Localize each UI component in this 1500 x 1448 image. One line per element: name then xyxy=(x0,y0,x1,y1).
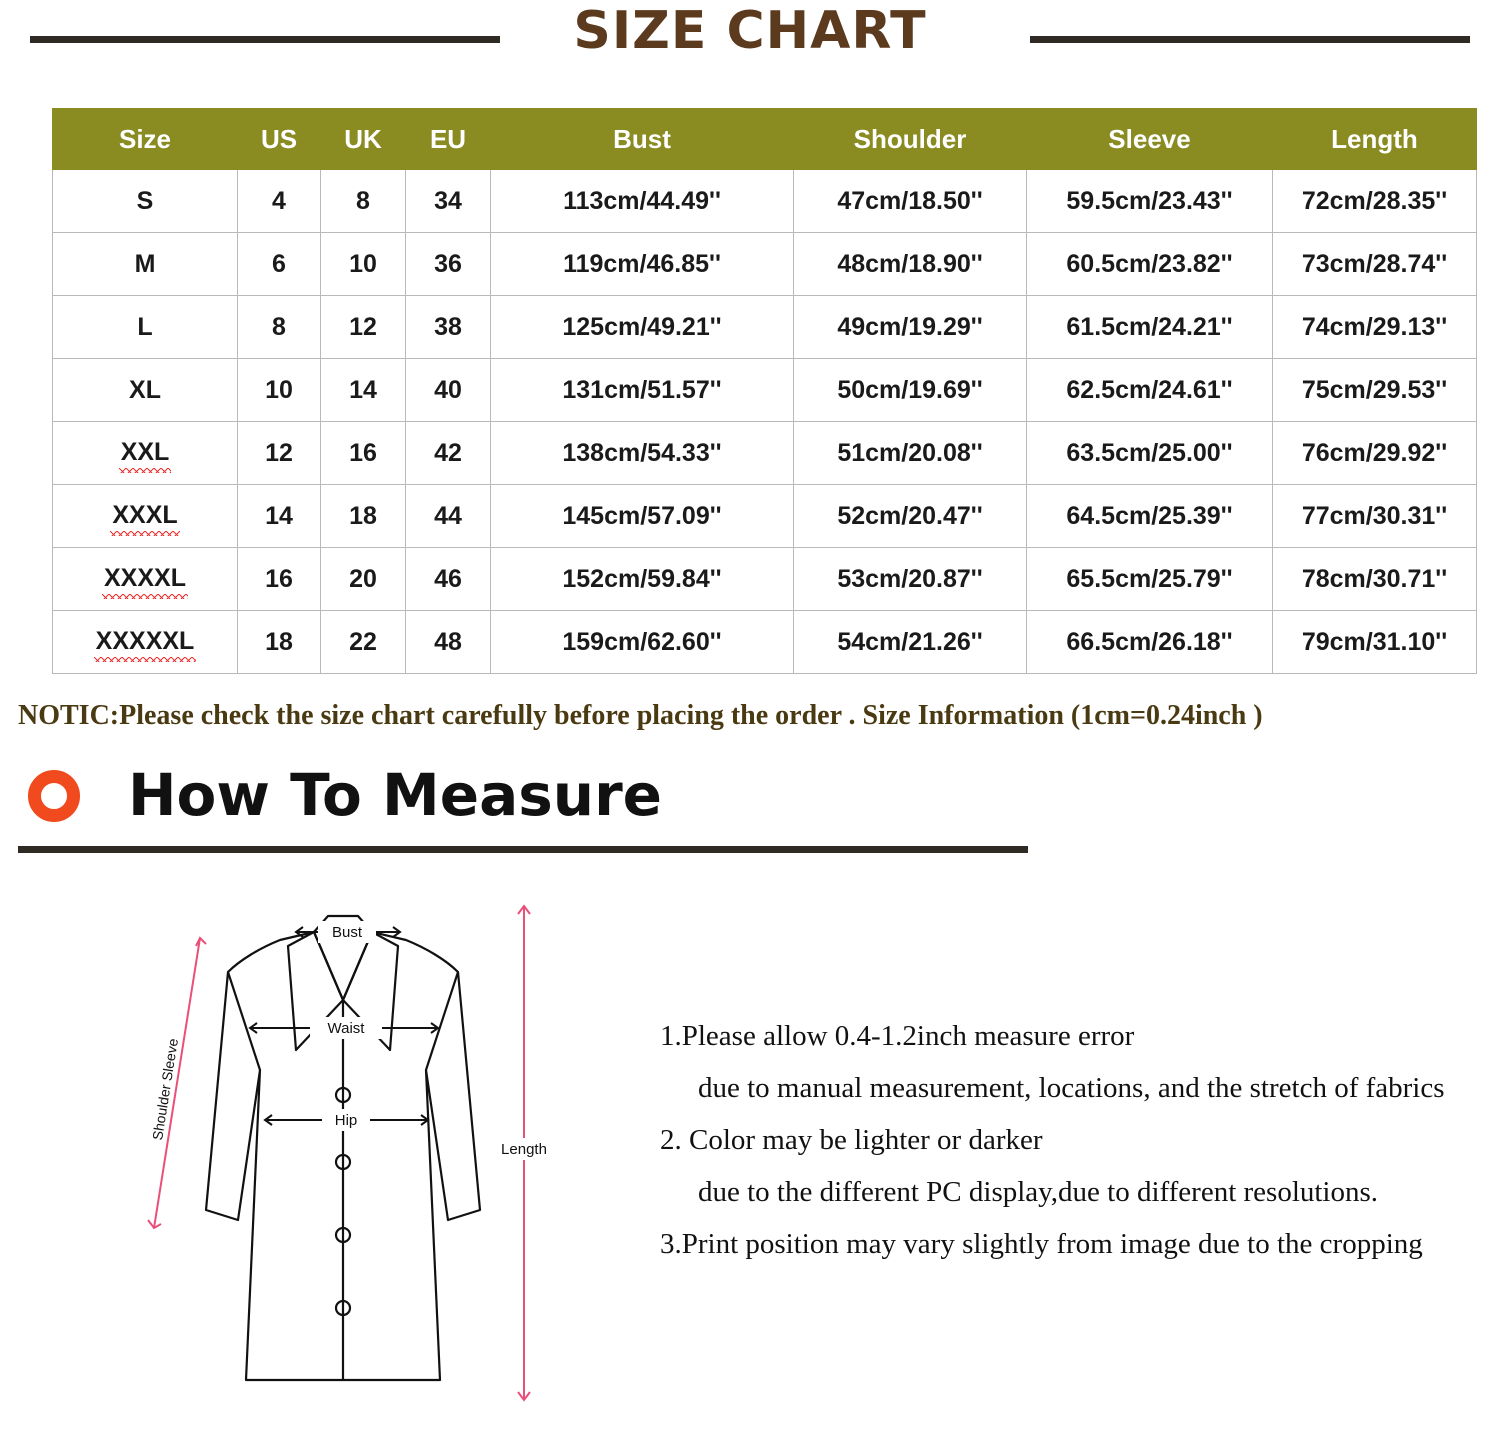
cell-bust: 159cm/62.60'' xyxy=(491,611,794,674)
cell-bust: 138cm/54.33'' xyxy=(491,422,794,485)
table-row xyxy=(53,233,1477,296)
cell-sleeve: 65.5cm/25.79'' xyxy=(1027,548,1273,611)
column-header-uk: UK xyxy=(321,109,406,170)
cell-shoulder: 47cm/18.50'' xyxy=(794,170,1027,233)
cell-us: 4 xyxy=(238,170,321,233)
column-header-us: US xyxy=(238,109,321,170)
cell-us: 12 xyxy=(238,422,321,485)
cell-bust: 113cm/44.49'' xyxy=(491,170,794,233)
measurement-notes xyxy=(660,1015,1480,1265)
size-label: XXXXXL xyxy=(96,627,195,658)
label-hip: Hip xyxy=(334,1112,358,1129)
cell-us: 18 xyxy=(238,611,321,674)
table-header-row xyxy=(53,109,1477,170)
cell-sleeve: 60.5cm/23.82'' xyxy=(1027,233,1273,296)
column-header-bust: Bust xyxy=(491,109,794,170)
cell-eu: 42 xyxy=(406,422,491,485)
cell-bust: 145cm/57.09'' xyxy=(491,485,794,548)
cell-sleeve: 64.5cm/25.39'' xyxy=(1027,485,1273,548)
table-body xyxy=(53,170,1477,674)
size-label: L xyxy=(137,312,153,341)
cell-size xyxy=(53,485,238,548)
cell-eu: 34 xyxy=(406,170,491,233)
cell-sleeve: 61.5cm/24.21'' xyxy=(1027,296,1273,359)
cell-eu: 48 xyxy=(406,611,491,674)
title-rule-right xyxy=(1030,36,1470,43)
cell-shoulder: 49cm/19.29'' xyxy=(794,296,1027,359)
column-header-eu: EU xyxy=(406,109,491,170)
cell-us: 10 xyxy=(238,359,321,422)
circle-bullet-icon xyxy=(28,770,80,822)
cell-eu: 40 xyxy=(406,359,491,422)
size-label: XXXXL xyxy=(104,564,186,595)
how-to-measure-title: How To Measure xyxy=(128,761,663,829)
note-1-detail: due to manual measurement, locations, and the stretch of fabrics xyxy=(698,1072,1445,1104)
table-row xyxy=(53,296,1477,359)
cell-shoulder: 52cm/20.47'' xyxy=(794,485,1027,548)
size-label: M xyxy=(134,249,156,278)
size-label: XL xyxy=(129,375,161,404)
size-label: S xyxy=(136,186,154,215)
cell-us: 6 xyxy=(238,233,321,296)
cell-length: 75cm/29.53'' xyxy=(1273,359,1477,422)
cell-uk: 12 xyxy=(321,296,406,359)
cell-sleeve: 59.5cm/23.43'' xyxy=(1027,170,1273,233)
table-row xyxy=(53,548,1477,611)
note-2-detail: due to the different PC display,due to different resolutions. xyxy=(698,1176,1379,1208)
cell-length: 77cm/30.31'' xyxy=(1273,485,1477,548)
size-chart-table-wrapper xyxy=(52,108,1452,674)
cell-length: 79cm/31.10'' xyxy=(1273,611,1477,674)
cell-uk: 14 xyxy=(321,359,406,422)
cell-us: 16 xyxy=(238,548,321,611)
column-header-size: Size xyxy=(53,109,238,170)
cell-size xyxy=(53,296,238,359)
cell-shoulder: 51cm/20.08'' xyxy=(794,422,1027,485)
cell-uk: 10 xyxy=(321,233,406,296)
column-header-length: Length xyxy=(1273,109,1477,170)
cell-eu: 38 xyxy=(406,296,491,359)
cell-bust: 131cm/51.57'' xyxy=(491,359,794,422)
note-2: 2. Color may be lighter or darker xyxy=(660,1124,1043,1156)
cell-uk: 18 xyxy=(321,485,406,548)
cell-uk: 8 xyxy=(321,170,406,233)
garment-diagram xyxy=(110,880,580,1420)
cell-length: 73cm/28.74'' xyxy=(1273,233,1477,296)
cell-bust: 125cm/49.21'' xyxy=(491,296,794,359)
cell-bust: 119cm/46.85'' xyxy=(491,233,794,296)
label-length: Length xyxy=(501,1141,547,1158)
cell-eu: 46 xyxy=(406,548,491,611)
cell-uk: 20 xyxy=(321,548,406,611)
cell-eu: 36 xyxy=(406,233,491,296)
notice-text: NOTIC:Please check the size chart carefully before placing the order . Size Information (1cm=0.24inch ) xyxy=(18,700,1263,731)
cell-size xyxy=(53,548,238,611)
cell-shoulder: 54cm/21.26'' xyxy=(794,611,1027,674)
cell-bust: 152cm/59.84'' xyxy=(491,548,794,611)
cell-size xyxy=(53,422,238,485)
table-row xyxy=(53,170,1477,233)
size-label: XXL xyxy=(121,438,170,469)
cell-sleeve: 63.5cm/25.00'' xyxy=(1027,422,1273,485)
cell-uk: 22 xyxy=(321,611,406,674)
column-header-shoulder: Shoulder xyxy=(794,109,1027,170)
table-header xyxy=(53,109,1477,170)
coat-measurement-svg xyxy=(110,880,580,1420)
page-title: SIZE CHART xyxy=(573,1,927,61)
column-header-sleeve: Sleeve xyxy=(1027,109,1273,170)
cell-uk: 16 xyxy=(321,422,406,485)
cell-shoulder: 53cm/20.87'' xyxy=(794,548,1027,611)
cell-size xyxy=(53,233,238,296)
size-chart-table xyxy=(52,108,1477,674)
cell-size xyxy=(53,359,238,422)
table-row xyxy=(53,359,1477,422)
cell-shoulder: 50cm/19.69'' xyxy=(794,359,1027,422)
cell-us: 8 xyxy=(238,296,321,359)
table-row xyxy=(53,422,1477,485)
cell-us: 14 xyxy=(238,485,321,548)
note-1: 1.Please allow 0.4-1.2inch measure error xyxy=(660,1020,1135,1052)
how-to-measure-header xyxy=(18,752,1038,852)
note-3: 3.Print position may vary slightly from image due to the cropping xyxy=(660,1228,1423,1260)
cell-size xyxy=(53,611,238,674)
page-title-bar xyxy=(0,0,1500,70)
cell-length: 76cm/29.92'' xyxy=(1273,422,1477,485)
table-row xyxy=(53,485,1477,548)
cell-eu: 44 xyxy=(406,485,491,548)
cell-size xyxy=(53,170,238,233)
label-shoulder-sleeve: Shoulder Sleeve xyxy=(149,1037,181,1142)
label-waist: Waist xyxy=(327,1020,365,1037)
cell-length: 72cm/28.35'' xyxy=(1273,170,1477,233)
cell-sleeve: 62.5cm/24.61'' xyxy=(1027,359,1273,422)
cell-length: 78cm/30.71'' xyxy=(1273,548,1477,611)
label-bust: Bust xyxy=(331,924,363,941)
how-to-measure-rule xyxy=(18,846,1028,853)
cell-length: 74cm/29.13'' xyxy=(1273,296,1477,359)
cell-sleeve: 66.5cm/26.18'' xyxy=(1027,611,1273,674)
size-label: XXXL xyxy=(112,501,177,532)
table-row xyxy=(53,611,1477,674)
cell-shoulder: 48cm/18.90'' xyxy=(794,233,1027,296)
